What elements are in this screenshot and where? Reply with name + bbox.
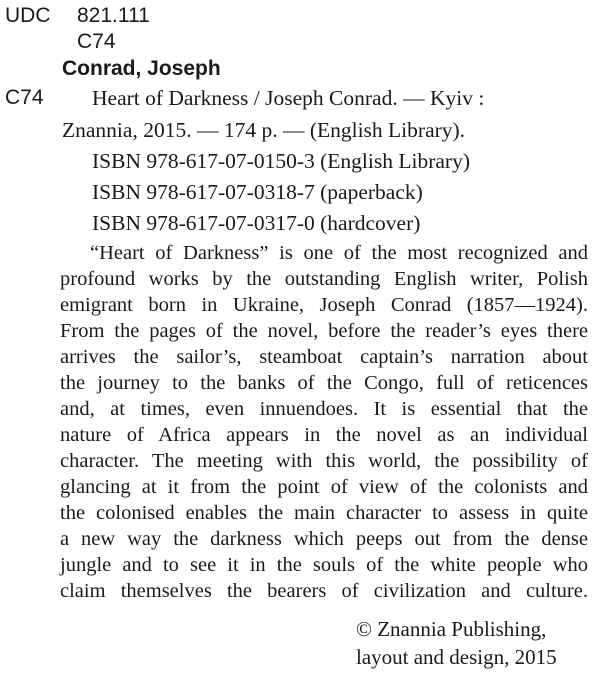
annotation-line: character. The meeting with this world, the possibility of: [60, 450, 588, 472]
annotation-line: From the pages of the novel, before the reader’s eyes there: [60, 320, 588, 342]
annotation-line: arrives the sailor’s, steamboat captain’s narration about: [60, 346, 588, 368]
annotation-line: jungle and to see it in the souls of the white people who: [60, 554, 588, 576]
annotation-line: profound works by the outstanding English writer, Polish: [60, 268, 588, 290]
isbn-line: ISBN 978-617-07-0317-0 (hardcover): [92, 211, 421, 235]
copyright-line: © Znannia Publishing,: [356, 617, 547, 641]
title-line: Heart of Darkness / Joseph Conrad. — Kyiv :: [92, 86, 485, 110]
annotation-line: the journey to the banks of the Congo, full of reticences: [60, 372, 588, 394]
annotation-line: a new way the darkness which peeps out from the dense: [60, 528, 588, 550]
annotation-line: glancing at it from the point of view of the colonists and: [60, 476, 588, 498]
author-heading: Conrad, Joseph: [62, 57, 221, 80]
isbn-line: ISBN 978-617-07-0150-3 (English Library): [92, 149, 470, 173]
isbn-line: ISBN 978-617-07-0318-7 (paperback): [92, 180, 423, 204]
annotation-line: the colonised enables the main character to assess in quite: [60, 502, 588, 524]
udc-number: 821.111: [77, 4, 150, 27]
udc-label: UDC: [5, 4, 51, 27]
udc-class-code: C74: [77, 30, 116, 53]
copyright-line: layout and design, 2015: [356, 645, 557, 669]
annotation-line: claim themselves the bearers of civilization and culture.: [60, 580, 588, 602]
imprint-line: Znannia, 2015. — 174 p. — (English Library).: [62, 118, 466, 142]
annotation-line: emigrant born in Ukraine, Joseph Conrad (1857—1924).: [60, 294, 588, 316]
annotation-line: and, at times, even innuendoes. It is essential that the: [60, 398, 588, 420]
margin-code: C74: [5, 86, 44, 109]
annotation-line: “Heart of Darkness” is one of the most recognized and: [90, 242, 588, 264]
annotation-line: nature of Africa appears in the novel as an individual: [60, 424, 588, 446]
